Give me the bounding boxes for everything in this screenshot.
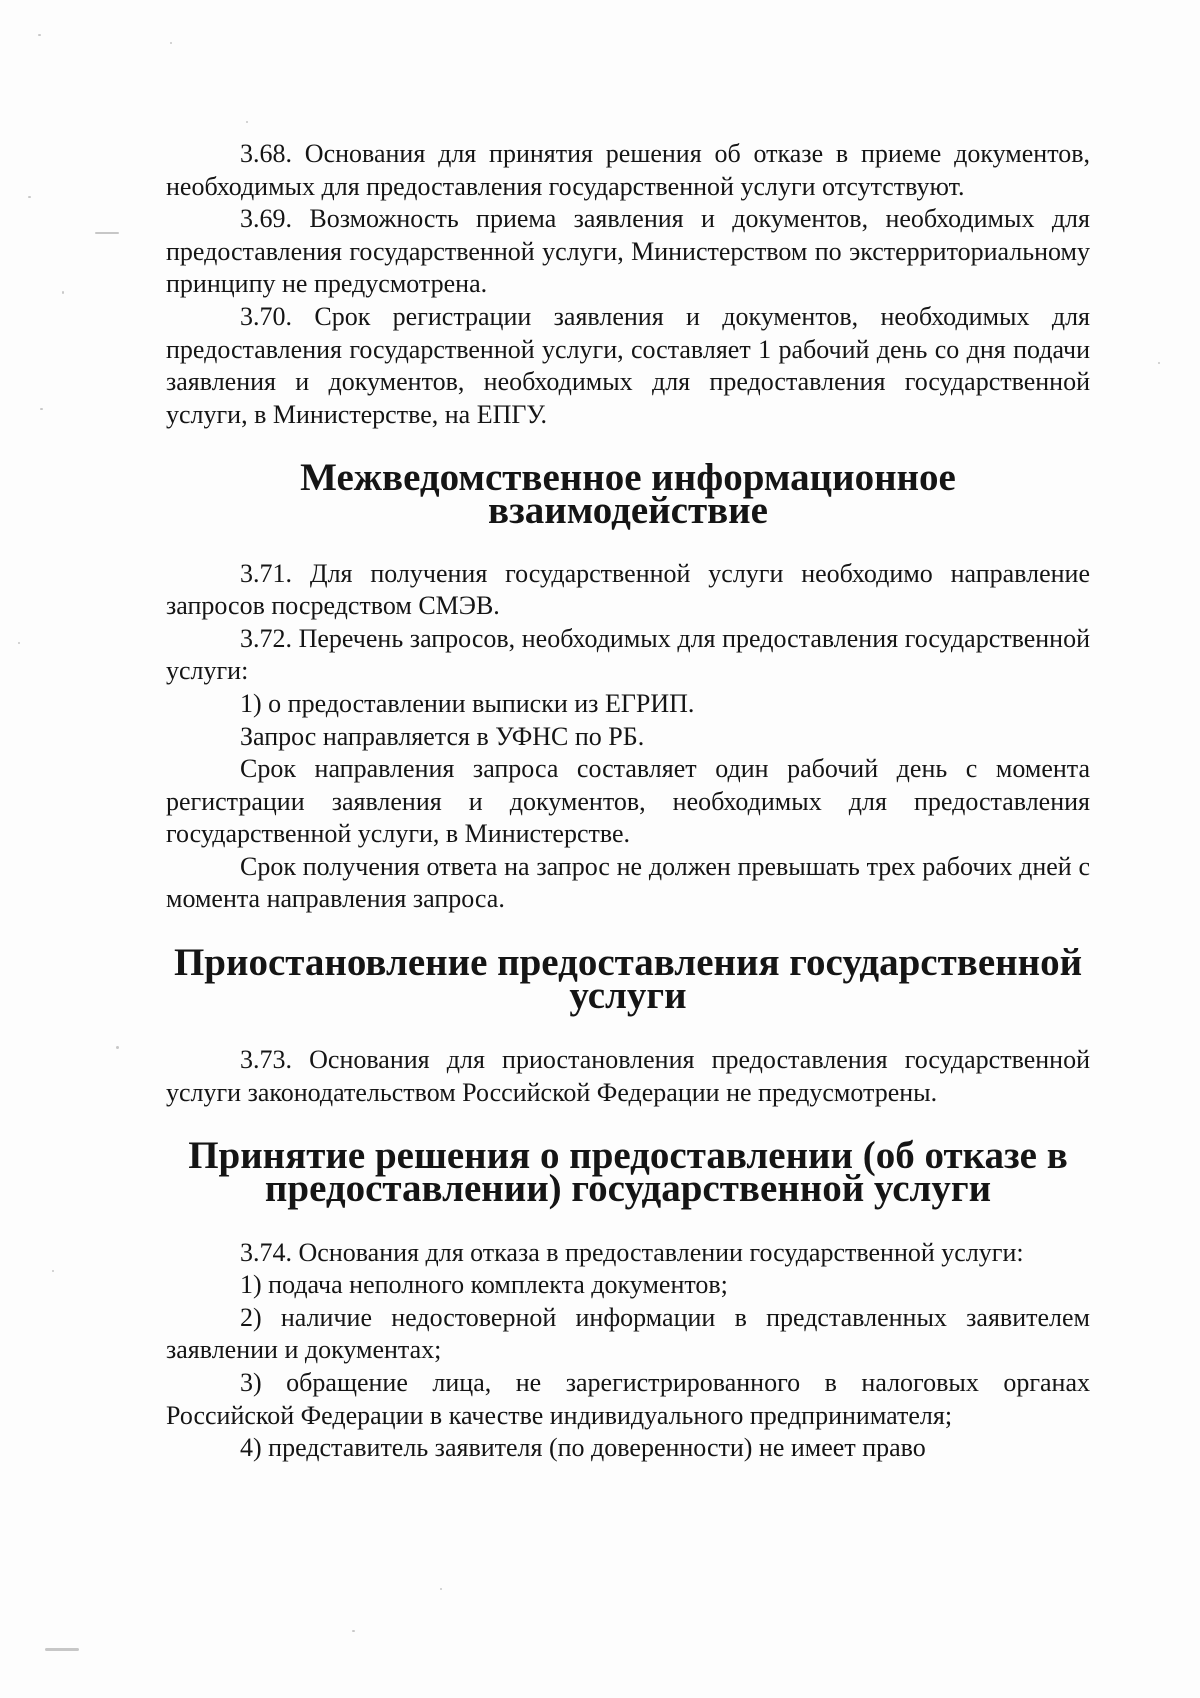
paragraph-response-term: Срок получения ответа на запрос не должен превышать трех рабочих дней с момента направления запроса. <box>166 851 1090 914</box>
scan-speck <box>40 408 43 410</box>
scan-speck <box>38 34 41 36</box>
section-heading-interagency <box>166 456 1090 532</box>
list-item-1: 1) о предоставлении выписки из ЕГРИП. <box>240 688 695 718</box>
spacer <box>166 528 1090 558</box>
scan-speck <box>18 642 20 644</box>
document-body <box>166 138 1090 1465</box>
spacer <box>166 1206 1090 1237</box>
scan-speck <box>28 196 31 198</box>
spacer <box>166 1012 1090 1044</box>
list-item-2: 2) наличие недостоверной информации в представленных заявителем заявлении и документах; <box>166 1302 1090 1365</box>
scan-speck <box>95 232 119 234</box>
heading-line: Межведомственное информационное взаимодействие <box>300 456 956 532</box>
paragraph-3-70: 3.70. Срок регистрации заявления и документов, необходимых для предоставления государственной услуги, составляет 1 рабочий день со дня подачи заявления и документов, необходимых для предоставления государственной услуги, в Министерстве, на ЕПГУ. <box>166 301 1090 429</box>
paragraph-3-71: 3.71. Для получения государственной услуги необходимо направление запросов посредством СМЭВ. <box>166 558 1090 621</box>
section-heading-decision <box>166 1134 1090 1211</box>
scan-speck <box>52 1270 54 1272</box>
heading-line: Приостановление предоставления государственной услуги <box>173 941 1083 1017</box>
scan-speck <box>116 1046 119 1049</box>
section-heading-suspension <box>166 941 1090 1017</box>
paragraph-3-68: 3.68. Основания для принятия решения об отказе в приеме документов, необходимых для предоставления государственной услуги отсутствуют. <box>166 139 1090 201</box>
heading-line: предоставлении) государственной услуги <box>264 1167 992 1211</box>
scan-speck <box>440 1588 442 1590</box>
heading-line: Принятие решения о предоставлении (об отказе в <box>188 1134 1068 1178</box>
paragraph-3-73: 3.73. Основания для приостановления предоставления государственной услуги законодательством Российской Федерации не предусмотрены. <box>166 1045 1090 1107</box>
paragraph-request-term: Срок направления запроса составляет один рабочий день с момента регистрации заявления и документов, необходимых для предоставления государственной услуги, в Министерстве. <box>166 754 1090 849</box>
scan-speck <box>246 121 248 123</box>
list-item-3: 3) обращение лица, не зарегистрированного в налоговых органах Российской Федерации в качестве индивидуального предпринимателя; <box>166 1368 1090 1430</box>
scan-speck <box>45 1648 79 1651</box>
scan-speck <box>1158 362 1160 364</box>
paragraph-3-69: 3.69. Возможность приема заявления и документов, необходимых для предоставления государственной услуги, Министерством по экстерриториальному принципу не предусмотрена. <box>166 204 1090 299</box>
scan-speck <box>170 42 172 44</box>
paragraph-request-sent: Запрос направляется в УФНС по РБ. <box>240 721 645 751</box>
list-item-1: 1) подача неполного комплекта документов; <box>240 1270 728 1300</box>
paragraph-3-72: 3.72. Перечень запросов, необходимых для предоставления государственной услуги: <box>166 623 1090 686</box>
paragraph-3-74: 3.74. Основания для отказа в предоставлении государственной услуги: <box>240 1237 1024 1267</box>
list-item-4: 4) представитель заявителя (по доверенности) не имеет право <box>240 1433 926 1463</box>
scan-speck <box>352 1630 355 1632</box>
scan-speck <box>62 291 64 294</box>
